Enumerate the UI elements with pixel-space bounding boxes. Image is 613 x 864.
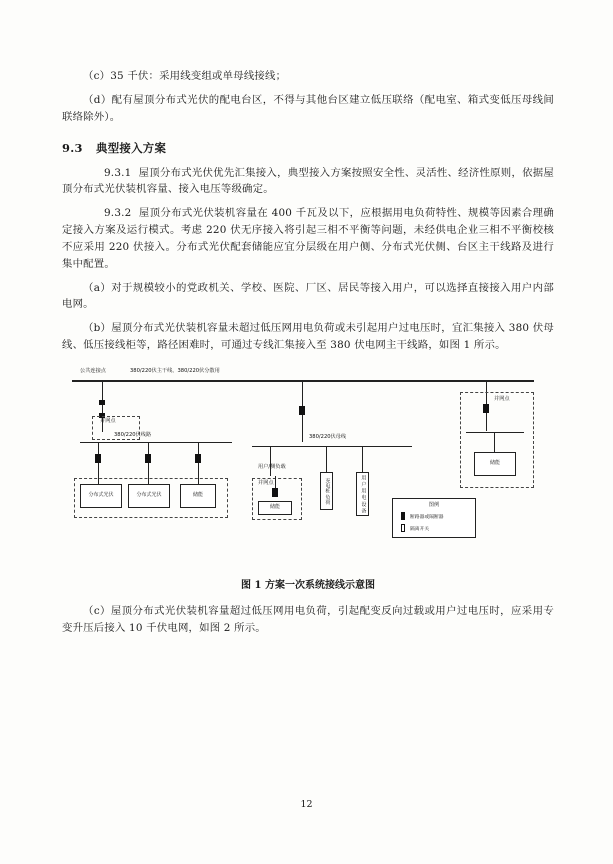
page-number: 12 xyxy=(300,799,313,810)
item-b: （b）屋顶分布式光伏装机容量未超过低压网用电负荷或未引起用户过电压时，宜汇集接入 380 伏母线、低压接线柜等，路径困难时，可通过专线汇集接入至 380 伏电网主干线路，如图 1 所示。 xyxy=(62,322,554,352)
legend-symbol-isolator xyxy=(401,524,405,532)
middle-branch-2 xyxy=(326,446,327,472)
legend-box xyxy=(392,498,476,538)
middle-branch-1b xyxy=(275,476,276,488)
section-heading-9-3 xyxy=(62,140,554,156)
clause-number-9-3-2: 9.3.2 xyxy=(104,207,132,220)
clause-text-9-3-2: 屋顶分布式光伏装机容量在 400 千瓦及以下，应根据用电负荷特性、规模等因素合理确定接入方案及运行模式。考虑 220 伏无序接入将引起三相不平衡等问题，未经供电企业三相不平衡校核不应采用 220 伏接入。分布式光伏配套储能应宜分层级在用户侧、分布式光伏侧、台区主干线路及进行集中配置。 xyxy=(62,207,554,270)
section-title: 典型接入方案 xyxy=(96,140,167,155)
item-c: （c）屋顶分布式光伏装机容量超过低压网用电负荷，引起配变反向过载或用户过电压时，应采用专变升压后接入 10 千伏电网，如图 2 所示。 xyxy=(62,604,554,634)
box-storage-left: 储能 xyxy=(180,484,216,508)
breaker-symbol-left-3 xyxy=(195,454,201,463)
clause-9-3-2 xyxy=(62,205,554,272)
page-content xyxy=(62,68,554,644)
label-public-connection-point: 公共连接点 xyxy=(80,367,106,374)
label-breaker-middle: 并网点 xyxy=(258,479,274,486)
section-number: 9.3 xyxy=(62,140,83,155)
middle-bus-line xyxy=(252,446,412,447)
label-breaker-right: 并网点 xyxy=(494,395,510,402)
box-distributed-pv-left: 分布式光伏 xyxy=(80,484,122,508)
right-branch-1 xyxy=(494,432,495,452)
figure-1-diagram xyxy=(62,368,554,573)
breaker-symbol-middle xyxy=(299,406,305,415)
label-line-380-220-left: 380/220伏线路 xyxy=(114,431,152,438)
legend-label-isolator: 隔离开关 xyxy=(410,526,430,532)
label-380-220-bus: 380/220伏母线 xyxy=(309,433,347,440)
breaker-symbol-left-2 xyxy=(145,454,151,463)
clause-9-3-1 xyxy=(62,165,554,199)
box-storage-right: 储能 xyxy=(474,452,516,476)
legend-label-breaker: 断路器或隔断器 xyxy=(410,514,444,520)
label-user-load: 用户/侧负载 xyxy=(258,463,286,470)
legend-title: 图例 xyxy=(428,501,440,508)
box-distributed-pv-right: 分布式光伏 xyxy=(128,484,170,508)
low-voltage-bus-left xyxy=(80,442,232,443)
figure-1-caption: 图 1 方案一次系统接线示意图 xyxy=(241,579,375,591)
clause-number-9-3-1: 9.3.1 xyxy=(104,166,132,179)
middle-branch-3 xyxy=(362,446,363,472)
clause-text-9-3-1: 屋顶分布式光伏优先汇集接入，典型接入方案按照安全性、灵活性、经济性原则，依据屋顶分布式光伏装机容量、接入电压等级确定。 xyxy=(62,166,554,196)
label-breaker-left: 并网点 xyxy=(100,417,116,424)
drop-line-public xyxy=(102,380,103,400)
box-charging-load: 充电桩 负荷 xyxy=(320,472,333,510)
paragraph-c-35kv: （c）35 千伏：采用线变组或单母线接线； xyxy=(83,70,287,82)
paragraph-d-rooftop-pv: （d）配有屋顶分布式光伏的配电台区，不得与其他台区建立低压联络（配电室、箱式变低压母线间联络除外）。 xyxy=(62,93,554,123)
legend-symbol-breaker xyxy=(401,512,405,520)
label-main-bus-380: 380/220伏主干线、380/220伏分散用 xyxy=(130,367,220,374)
breaker-symbol-middle-2 xyxy=(272,488,278,497)
drop-line-public-2 xyxy=(102,405,103,413)
breaker-symbol-left-1 xyxy=(95,454,101,463)
box-user-equipment: 用 户 用 电 设 备 xyxy=(356,472,369,516)
middle-branch-1 xyxy=(270,446,271,476)
main-bus-line xyxy=(72,380,534,382)
box-storage-middle: 储能 xyxy=(258,501,292,515)
figure-1 xyxy=(62,368,554,591)
right-bus-line xyxy=(466,432,524,433)
item-a: （a）对于规模较小的党政机关、学校、医院、厂区、居民等接入用户，可以选择直接接入用户内部电网。 xyxy=(62,281,554,311)
